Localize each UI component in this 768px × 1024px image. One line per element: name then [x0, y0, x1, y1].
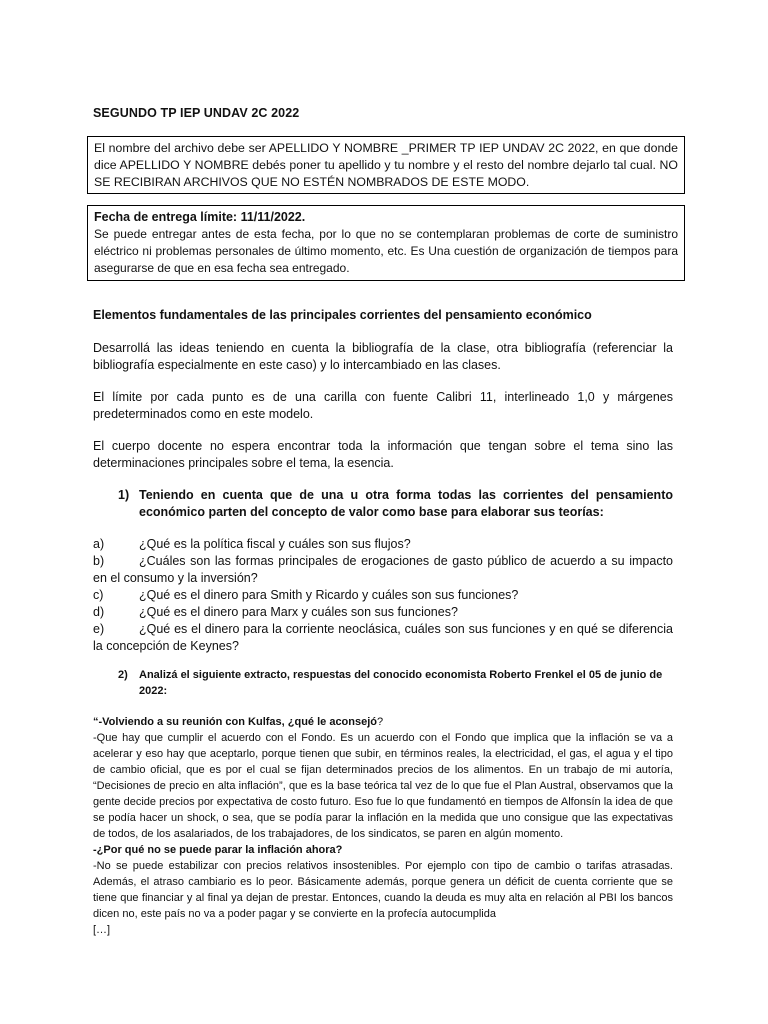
due-date-body: Se puede entregar antes de esta fecha, por lo que no se contemplaran problemas de corte de suministro eléctrico ni problemas personales de último momento, etc. Es Una cuestión de organización de tiempos para asegurarse de que en esa fecha sea entregado.	[94, 227, 678, 275]
due-date-box	[87, 205, 685, 281]
instructions-paragraph-1: Desarrollá las ideas teniendo en cuenta la bibliografía de la clase, otra bibliografía (referenciar la bibliografía especialmente en este caso) y lo intercambiado en las clases.	[93, 341, 673, 372]
interview-question-a: “-Volviendo a su reunión con Kulfas, ¿qué le aconsejó?	[93, 716, 384, 728]
list-item	[93, 604, 673, 621]
question-2	[118, 667, 673, 699]
interview-extract	[93, 714, 673, 938]
item-letter: d)	[93, 605, 105, 619]
question-1-items	[93, 536, 673, 655]
question-2-number: 2)	[118, 669, 128, 681]
due-date-title: Fecha de entrega límite: 11/11/2022.	[94, 210, 306, 224]
interview-question-b: -¿Por qué no se puede parar la inflación ahora?	[93, 844, 343, 856]
item-text: ¿Qué es el dinero para la corriente neoclásica, cuáles son sus funciones y en qué se diferencia la concepción de Keynes?	[93, 622, 673, 653]
list-item	[93, 536, 673, 553]
interview-answer-a: -Que hay que cumplir el acuerdo con el Fondo. Es un acuerdo con el Fondo que implica que la inflación se va a acelerar y eso hay que aceptarlo, porque tienen que subir, en términos reales, la electricidad, el gas, el agua y el tipo de cambio oficial, que es por el cual se fijan determinados precios de los alimentos. En un trabajo de mi autoría, “Decisiones de precio en alta inflación”, que es la base teórica tal vez de lo que fue el Plan Austral, observamos que la gente decide precios por expectativa de costo futuro. Eso fue lo que fundamentó en tiempos de Alfonsín la idea de que se podía hacer un shock, o sea, que se podía parar la inflación en la medida que uno consigue que las expectativas de todos, de los asalariados, de los trabajadores, de los sindicatos, se paren en algún momento.	[93, 732, 673, 840]
instructions-paragraph-3: El cuerpo docente no espera encontrar toda la información que tengan sobre el tema sino las determinaciones principales sobre el tema, la esencia.	[93, 439, 673, 470]
section-heading: Elementos fundamentales de las principales corrientes del pensamiento económico	[93, 308, 592, 322]
instructions-paragraph-2: El límite por cada punto es de una carilla con fuente Calibri 11, interlineado 1,0 y márgenes predeterminados como en este modelo.	[93, 390, 673, 421]
extract-ellipsis: […]	[93, 924, 111, 936]
question-1-number: 1)	[118, 488, 130, 502]
question-1	[118, 487, 673, 521]
document-title: SEGUNDO TP IEP UNDAV 2C 2022	[93, 106, 300, 120]
question-2-text: Analizá el siguiente extracto, respuestas del conocido economista Roberto Frenkel el 05 de junio de 2022:	[139, 669, 663, 697]
filename-instructions-text: El nombre del archivo debe ser APELLIDO Y NOMBRE _PRIMER TP IEP UNDAV 2C 2022, en que donde dice APELLIDO Y NOMBRE debés poner tu apellido y tu nombre y el resto del nombre dejarlo tal cual. NO SE RECIBIRAN ARCHIVOS QUE NO ESTÉN NOMBRADOS DE ESTE MODO.	[94, 141, 678, 189]
item-text: ¿Qué es el dinero para Smith y Ricardo y cuáles son sus funciones?	[139, 588, 519, 602]
item-text: ¿Qué es el dinero para Marx y cuáles son sus funciones?	[139, 605, 458, 619]
item-text: ¿Cuáles son las formas principales de erogaciones de gasto público de acuerdo a su impacto en el consumo y la inversión?	[93, 554, 673, 585]
list-item	[93, 553, 673, 587]
interview-answer-b: -No se puede estabilizar con precios relativos insostenibles. Por ejemplo con tipo de cambio o tarifas atrasadas. Además, el atraso cambiario es lo peor. Básicamente además, porque genera un déficit de cuenta corriente que se tiene que financiar y al final ya dejan de prestar. Entonces, cuando la deuda es muy alta en relación al PBI los bancos dicen no, este país no va a poder pagar y se convierte en la profecía autocumplida	[93, 860, 673, 920]
item-letter: c)	[93, 588, 104, 602]
list-item	[93, 621, 673, 655]
list-item	[93, 587, 673, 604]
item-letter: b)	[93, 554, 105, 568]
filename-instructions-box	[87, 136, 685, 194]
item-letter: e)	[93, 622, 105, 636]
item-text: ¿Qué es la política fiscal y cuáles son sus flujos?	[139, 537, 411, 551]
question-1-text: Teniendo en cuenta que de una u otra forma todas las corrientes del pensamiento económico parten del concepto de valor como base para elaborar sus teorías:	[139, 488, 673, 519]
item-letter: a)	[93, 537, 105, 551]
